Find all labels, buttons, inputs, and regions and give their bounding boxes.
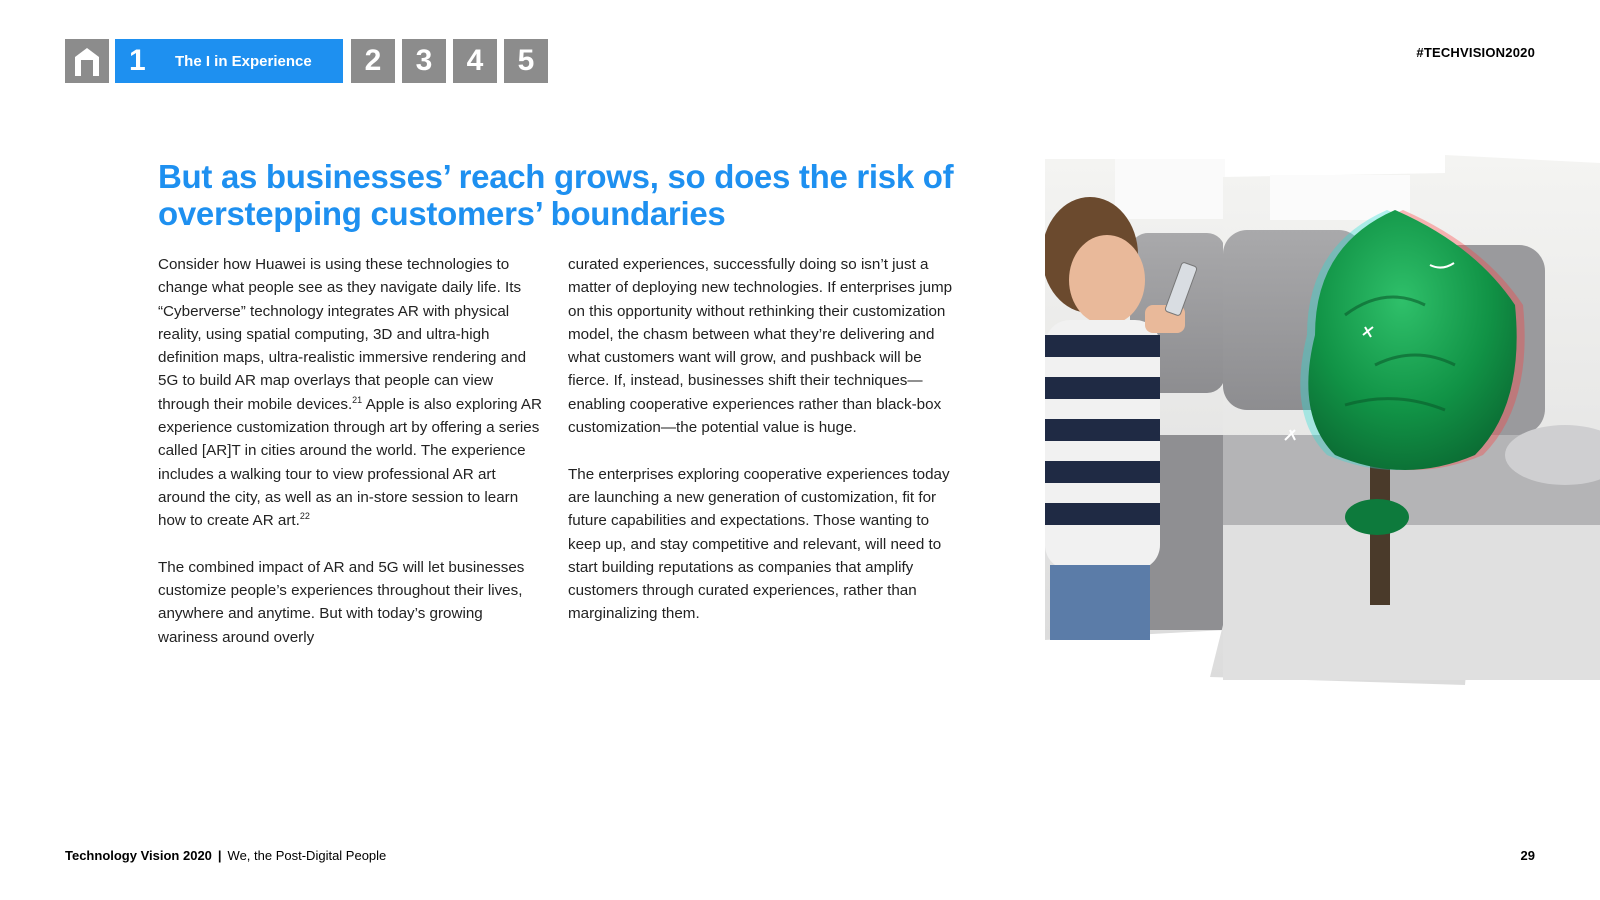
column1-paragraph-2: The combined impact of AR and 5G will let businesses customize people’s experiences throughout their lives, anywhere and anytime. But with today’s growing wariness around overly	[158, 558, 525, 646]
column1-p1-text-a: Consider how Huawei is using these technologies to change what people see as they navigate daily life. Its “Cyberverse” technology integrates AR with physical reality, using spatial computing, 3D and ultra-high definition maps, ultra-realistic immersive rendering and 5G to build AR map overlays that people can view through their mobile devices.	[158, 256, 527, 413]
chapter-3-tab[interactable]: 3	[402, 39, 446, 83]
footer	[65, 848, 386, 863]
column2-paragraph-1: curated experiences, successfully doing so isn’t just a matter of deploying new technologies. If enterprises jump on this opportunity without rethinking their customization model, the chasm between what they’re delivering and what customers want will grow, and pushback will be fierce. If, instead, businesses shift their techniques—enabling cooperative experiences rather than black-box customization—the potential value is huge.	[568, 256, 953, 437]
chapter-nav	[65, 39, 555, 83]
footer-brand: Technology Vision 2020	[65, 848, 212, 863]
column1-paragraph-1	[158, 253, 543, 533]
footer-subtitle: We, the Post-Digital People	[227, 848, 387, 863]
body-column-2	[568, 253, 953, 626]
chapter-1-tab[interactable]	[115, 39, 343, 83]
chapter-5-tab[interactable]: 5	[504, 39, 548, 83]
page-number: 29	[1520, 848, 1535, 863]
chapter-1-label: The I in Experience	[175, 52, 312, 70]
ar-photo-collage	[1045, 155, 1600, 700]
page-headline: But as businesses’ reach grows, so does the risk of overstepping customers’ boundaries	[158, 158, 954, 232]
footnote-ref-22[interactable]: 22	[299, 511, 310, 522]
chapter-2-tab[interactable]: 2	[351, 39, 395, 83]
footer-separator: |	[217, 848, 222, 863]
chapter-4-tab[interactable]: 4	[453, 39, 497, 83]
ar-photo-illustration	[1045, 155, 1600, 700]
chapter-1-number: 1	[129, 44, 146, 77]
body-column-1	[158, 253, 543, 649]
column2-paragraph-2: The enterprises exploring cooperative experiences today are launching a new generation of customization, fit for future capabilities and expectations. Those wanting to keep up, and stay competitive and relevant, will need to start building reputations as companies that amplify customers through curated experiences, rather than marginalizing them.	[568, 465, 950, 623]
hashtag: #TECHVISION2020	[1416, 45, 1535, 60]
footnote-ref-21[interactable]: 21	[352, 394, 363, 405]
column1-p1-text-b: Apple is also exploring AR experience customization through art by offering a series called [AR]T in cities around the world. The experience includes a walking tour to view professional AR art around the city, as well as an in-store session to learn how to create AR art.	[158, 395, 543, 530]
home-button[interactable]	[65, 39, 109, 83]
home-icon	[72, 45, 102, 77]
